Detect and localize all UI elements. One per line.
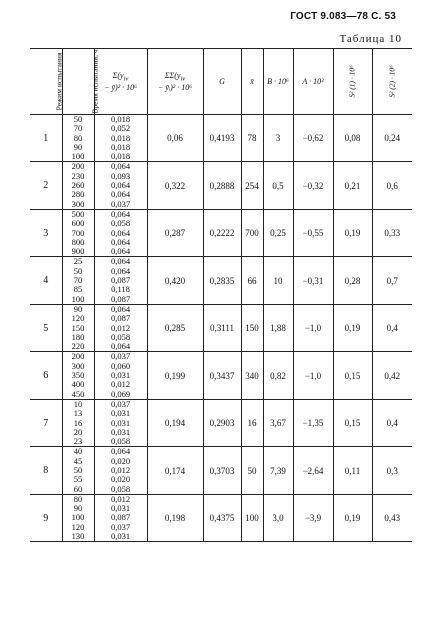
sum1-value: 0,037 bbox=[110, 521, 131, 532]
sum1-value: 0,064 bbox=[110, 180, 131, 191]
time-value: 80 bbox=[73, 132, 83, 143]
x-cell: 66 bbox=[241, 257, 263, 304]
mode-cell: 8 bbox=[30, 447, 62, 494]
time-value: 25 bbox=[73, 256, 83, 267]
s1-cell: 0,19 bbox=[333, 304, 372, 351]
sum1-value: 0,058 bbox=[110, 218, 131, 229]
sum1-value: 0,052 bbox=[110, 123, 131, 134]
g-cell: 0,2888 bbox=[203, 162, 241, 209]
table-row bbox=[30, 162, 412, 209]
sum1-value: 0,087 bbox=[110, 512, 131, 523]
x-cell: 16 bbox=[241, 399, 263, 446]
sum1-value: 0,093 bbox=[110, 170, 131, 181]
col-s1: S² (1) · 10⁶ bbox=[333, 49, 372, 115]
table-row bbox=[30, 209, 412, 256]
sum1-value: 0,018 bbox=[110, 114, 131, 124]
s1-cell: 0,15 bbox=[333, 399, 372, 446]
s2-cell: 0,7 bbox=[372, 257, 412, 304]
sum1-value: 0,020 bbox=[110, 455, 131, 466]
time-value: 100 bbox=[71, 293, 85, 304]
time-value: 450 bbox=[71, 388, 85, 399]
time-value: 16 bbox=[73, 417, 83, 428]
sum1-value: 0,012 bbox=[110, 322, 131, 333]
a-cell: −0,31 bbox=[293, 257, 333, 304]
mode-cell: 6 bbox=[30, 352, 62, 399]
sum1-value: 0,018 bbox=[110, 132, 131, 143]
b-cell: 1,88 bbox=[263, 304, 293, 351]
time-value: 23 bbox=[73, 436, 83, 447]
time-value: 100 bbox=[71, 512, 85, 523]
table-row bbox=[30, 115, 412, 162]
time-list bbox=[62, 494, 94, 541]
time-value: 700 bbox=[71, 227, 85, 238]
table-row bbox=[30, 352, 412, 399]
table-row bbox=[30, 304, 412, 351]
table-row bbox=[30, 257, 412, 304]
time-value: 40 bbox=[73, 446, 83, 457]
a-cell: −0,62 bbox=[293, 115, 333, 162]
col-s2: S² (2) · 10⁶ bbox=[372, 49, 412, 115]
g-cell: 0,4375 bbox=[203, 494, 241, 541]
time-list bbox=[62, 399, 94, 446]
x-cell: 50 bbox=[241, 447, 263, 494]
sum1-value: 0,037 bbox=[110, 351, 131, 362]
sum1-value: 0,118 bbox=[111, 284, 130, 295]
s1-cell: 0,11 bbox=[333, 447, 372, 494]
sum1-value: 0,058 bbox=[110, 436, 131, 447]
time-value: 220 bbox=[71, 341, 85, 352]
sum1-value: 0,064 bbox=[110, 256, 131, 267]
sum2-cell: 0,174 bbox=[147, 447, 203, 494]
time-value: 120 bbox=[71, 313, 85, 324]
sum2-cell: 0,06 bbox=[147, 115, 203, 162]
sum2-cell: 0,322 bbox=[147, 162, 203, 209]
s1-cell: 0,15 bbox=[333, 352, 372, 399]
time-value: 70 bbox=[73, 275, 83, 286]
sum1-value: 0,064 bbox=[110, 303, 131, 314]
table-row bbox=[30, 494, 412, 541]
b-cell: 3,0 bbox=[263, 494, 293, 541]
x-cell: 78 bbox=[241, 115, 263, 162]
sum2-cell: 0,199 bbox=[147, 352, 203, 399]
time-value: 800 bbox=[71, 236, 85, 247]
g-cell: 0,3703 bbox=[203, 447, 241, 494]
sum1-value: 0,069 bbox=[110, 388, 131, 399]
col-sum1: $\Sigma(y_{iv}$ − ȳ)² · 10⁶ bbox=[94, 49, 147, 115]
time-value: 280 bbox=[71, 189, 85, 200]
time-value: 90 bbox=[73, 503, 83, 514]
a-cell: −1,35 bbox=[293, 399, 333, 446]
time-value: 10 bbox=[73, 398, 83, 409]
sum1-list bbox=[94, 115, 147, 162]
mode-cell: 7 bbox=[30, 399, 62, 446]
sum1-value: 0,064 bbox=[110, 189, 131, 200]
x-cell: 100 bbox=[241, 494, 263, 541]
s1-cell: 0,19 bbox=[333, 494, 372, 541]
g-cell: 0,4193 bbox=[203, 115, 241, 162]
sum1-value: 0,087 bbox=[110, 275, 131, 286]
s2-cell: 0,3 bbox=[372, 447, 412, 494]
s2-cell: 0,43 bbox=[372, 494, 412, 541]
time-value: 900 bbox=[71, 246, 85, 257]
time-value: 90 bbox=[73, 141, 83, 152]
time-value: 90 bbox=[73, 303, 83, 314]
mode-cell: 2 bbox=[30, 162, 62, 209]
time-value: 50 bbox=[73, 464, 83, 475]
s1-cell: 0,21 bbox=[333, 162, 372, 209]
s2-cell: 0,42 bbox=[372, 352, 412, 399]
time-value: 60 bbox=[73, 483, 83, 494]
sum1-value: 0,020 bbox=[110, 474, 131, 485]
time-list bbox=[62, 447, 94, 494]
time-value: 13 bbox=[73, 408, 83, 419]
sum1-value: 0,064 bbox=[110, 341, 131, 352]
col-b: B · 10⁶ bbox=[263, 49, 293, 115]
mode-cell: 4 bbox=[30, 257, 62, 304]
g-cell: 0,2903 bbox=[203, 399, 241, 446]
g-cell: 0,3111 bbox=[203, 304, 241, 351]
sum2-cell: 0,287 bbox=[147, 209, 203, 256]
sum1-value: 0,037 bbox=[110, 398, 131, 409]
sum1-value: 0,087 bbox=[110, 313, 131, 324]
time-value: 600 bbox=[71, 218, 85, 229]
b-cell: 3,67 bbox=[263, 399, 293, 446]
time-value: 230 bbox=[71, 170, 85, 181]
sum1-value: 0,031 bbox=[110, 417, 131, 428]
x-cell: 254 bbox=[241, 162, 263, 209]
x-cell: 340 bbox=[241, 352, 263, 399]
time-list bbox=[62, 352, 94, 399]
time-value: 80 bbox=[73, 493, 83, 504]
time-value: 300 bbox=[71, 360, 85, 371]
sum1-value: 0,037 bbox=[110, 198, 131, 209]
sum1-value: 0,064 bbox=[110, 208, 131, 219]
sum1-value: 0,064 bbox=[110, 236, 131, 247]
time-value: 85 bbox=[73, 284, 83, 295]
time-value: 45 bbox=[73, 455, 83, 466]
x-cell: 150 bbox=[241, 304, 263, 351]
time-list bbox=[62, 115, 94, 162]
time-list bbox=[62, 162, 94, 209]
a-cell: −0,32 bbox=[293, 162, 333, 209]
sum1-value: 0,064 bbox=[110, 227, 131, 238]
time-list bbox=[62, 257, 94, 304]
mode-cell: 3 bbox=[30, 209, 62, 256]
b-cell: 7,39 bbox=[263, 447, 293, 494]
sum1-value: 0,012 bbox=[110, 464, 131, 475]
g-cell: 0,2835 bbox=[203, 257, 241, 304]
sum1-value: 0,058 bbox=[110, 483, 131, 494]
x-cell: 700 bbox=[241, 209, 263, 256]
time-value: 50 bbox=[73, 265, 83, 276]
s1-cell: 0,19 bbox=[333, 209, 372, 256]
a-cell: −0,55 bbox=[293, 209, 333, 256]
sum1-value: 0,018 bbox=[110, 151, 131, 162]
time-value: 300 bbox=[71, 198, 85, 209]
sum1-value: 0,060 bbox=[110, 360, 131, 371]
time-value: 130 bbox=[71, 531, 85, 542]
time-value: 200 bbox=[71, 161, 85, 172]
sum1-value: 0,064 bbox=[110, 446, 131, 457]
sum1-value: 0,064 bbox=[110, 246, 131, 257]
sum2-cell: 0,420 bbox=[147, 257, 203, 304]
time-value: 100 bbox=[71, 151, 85, 162]
time-value: 150 bbox=[71, 322, 85, 333]
col-mode: Режим испытания bbox=[30, 49, 62, 115]
sum1-list bbox=[94, 162, 147, 209]
sum1-list bbox=[94, 209, 147, 256]
table-title: Таблица 10 bbox=[339, 33, 402, 45]
g-cell: 0,3437 bbox=[203, 352, 241, 399]
time-value: 200 bbox=[71, 351, 85, 362]
mode-cell: 9 bbox=[30, 494, 62, 541]
time-value: 120 bbox=[71, 521, 85, 532]
time-value: 400 bbox=[71, 379, 85, 390]
sum1-list bbox=[94, 399, 147, 446]
col-g: G bbox=[203, 49, 241, 115]
s2-cell: 0,4 bbox=[372, 399, 412, 446]
a-cell: −1,0 bbox=[293, 304, 333, 351]
s2-cell: 0,6 bbox=[372, 162, 412, 209]
sum1-value: 0,064 bbox=[110, 265, 131, 276]
time-list bbox=[62, 304, 94, 351]
sum1-value: 0,031 bbox=[110, 531, 131, 542]
mode-cell: 5 bbox=[30, 304, 62, 351]
s2-cell: 0,4 bbox=[372, 304, 412, 351]
b-cell: 0,25 bbox=[263, 209, 293, 256]
col-a: A · 10³ bbox=[293, 49, 333, 115]
b-cell: 10 bbox=[263, 257, 293, 304]
sum2-cell: 0,194 bbox=[147, 399, 203, 446]
b-cell: 0,5 bbox=[263, 162, 293, 209]
time-value: 50 bbox=[73, 114, 83, 124]
s1-cell: 0,08 bbox=[333, 115, 372, 162]
mode-cell: 1 bbox=[30, 115, 62, 162]
s1-cell: 0,28 bbox=[333, 257, 372, 304]
table-row bbox=[30, 399, 412, 446]
sum1-list bbox=[94, 494, 147, 541]
b-cell: 3 bbox=[263, 115, 293, 162]
sum1-value: 0,031 bbox=[110, 408, 131, 419]
sum1-list bbox=[94, 304, 147, 351]
header-row bbox=[30, 49, 412, 115]
s2-cell: 0,33 bbox=[372, 209, 412, 256]
sum1-value: 0,031 bbox=[110, 370, 131, 381]
sum1-value: 0,031 bbox=[110, 426, 131, 437]
sum1-list bbox=[94, 257, 147, 304]
table-row bbox=[30, 447, 412, 494]
sum1-value: 0,012 bbox=[110, 493, 131, 504]
time-list bbox=[62, 209, 94, 256]
time-value: 180 bbox=[71, 331, 85, 342]
g-cell: 0,2222 bbox=[203, 209, 241, 256]
sum2-cell: 0,285 bbox=[147, 304, 203, 351]
sum1-value: 0,031 bbox=[110, 503, 131, 514]
sum1-value: 0,087 bbox=[110, 293, 131, 304]
time-value: 260 bbox=[71, 180, 85, 191]
time-value: 55 bbox=[73, 474, 83, 485]
time-value: 500 bbox=[71, 208, 85, 219]
sum1-value: 0,058 bbox=[110, 331, 131, 342]
col-x: x̄ bbox=[241, 49, 263, 115]
sum1-value: 0,018 bbox=[110, 141, 131, 152]
data-table bbox=[30, 48, 412, 542]
sum1-list bbox=[94, 447, 147, 494]
time-value: 350 bbox=[71, 370, 85, 381]
page-header: ГОСТ 9.083—78 С. 53 bbox=[290, 11, 396, 22]
a-cell: −2,64 bbox=[293, 447, 333, 494]
a-cell: −1,0 bbox=[293, 352, 333, 399]
sum1-value: 0,064 bbox=[110, 161, 131, 172]
sum2-cell: 0,198 bbox=[147, 494, 203, 541]
col-sum2: $\Sigma\Sigma(y_{iv}$ − ȳᵢ)² · 10⁶ bbox=[147, 49, 203, 115]
s2-cell: 0,24 bbox=[372, 115, 412, 162]
time-value: 70 bbox=[73, 123, 83, 134]
b-cell: 0,82 bbox=[263, 352, 293, 399]
sum1-list bbox=[94, 352, 147, 399]
col-time: Время испытания, ч bbox=[62, 49, 94, 115]
a-cell: −3,9 bbox=[293, 494, 333, 541]
sum1-value: 0,012 bbox=[110, 379, 131, 390]
time-value: 20 bbox=[73, 426, 83, 437]
